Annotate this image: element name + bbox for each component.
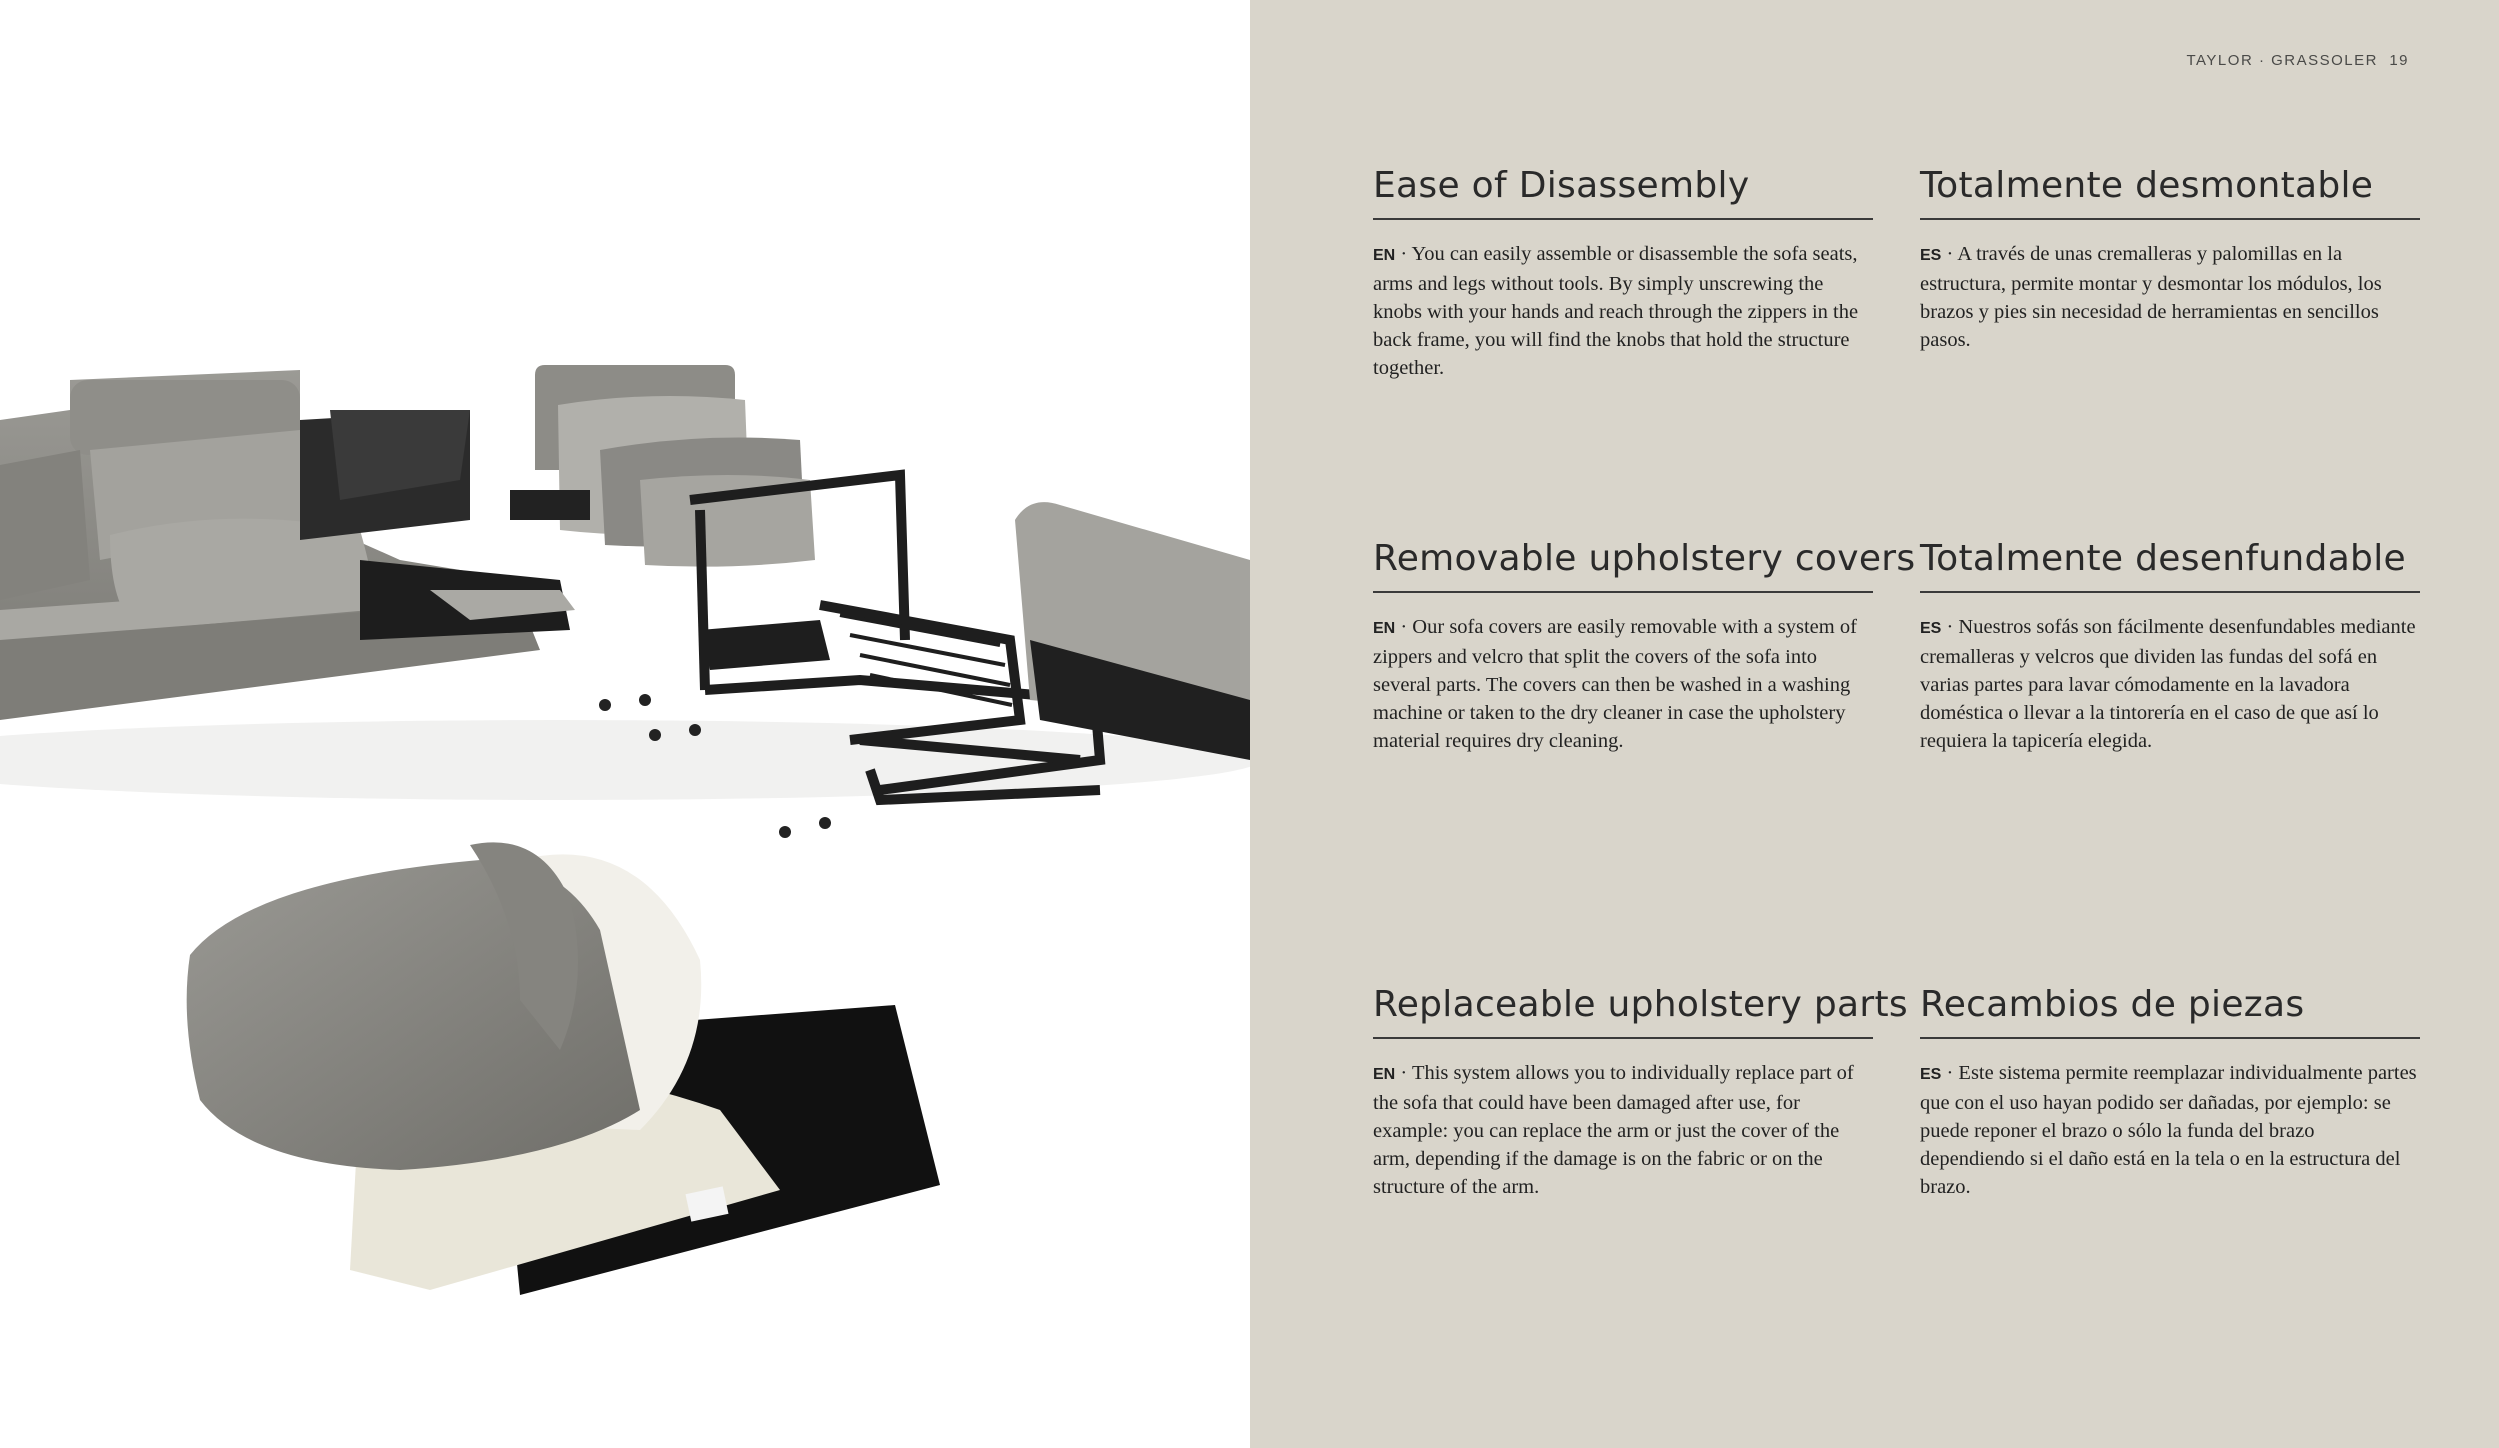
section-title: Totalmente desenfundable — [1920, 538, 2420, 593]
section-text: · Este sistema permite reemplazar individualmente partes que con el uso hayan podido ser dañadas, por ejemplo: se puede reponer el brazo o sólo la funda del brazo dependiendo si el daño está en la tela o en la estructura del brazo. — [1920, 1062, 2417, 1198]
section-title: Replaceable upholstery parts — [1373, 984, 1873, 1039]
section-title: Recambios de piezas — [1920, 984, 2420, 1039]
section-body — [1920, 613, 2420, 755]
section-body — [1920, 1059, 2420, 1201]
page-number: 19 — [2389, 52, 2409, 69]
section-body — [1373, 240, 1873, 382]
section-parts-es — [1920, 984, 2420, 1201]
lang-tag: ES — [1920, 1066, 1942, 1083]
lang-tag: EN — [1373, 247, 1396, 264]
section-title: Removable upholstery covers — [1373, 538, 1873, 593]
seat-cushion-exploded — [187, 842, 940, 1295]
text-panel — [1250, 0, 2499, 1448]
lang-tag: EN — [1373, 620, 1396, 637]
lang-tag: ES — [1920, 247, 1942, 264]
back-cushions — [510, 365, 815, 567]
section-covers-en — [1373, 538, 1916, 755]
section-text: · A través de unas cremalleras y palomillas en la estructura, permite montar y desmontar los módulos, los brazos y pies sin necesidad de herramientas en sencillos pasos. — [1920, 243, 2382, 351]
section-title: Ease of Disassembly — [1373, 165, 1873, 220]
lang-tag: ES — [1920, 620, 1942, 637]
section-title: Totalmente desmontable — [1920, 165, 2420, 220]
section-body — [1373, 1059, 1873, 1201]
section-text: · You can easily assemble or disassemble the sofa seats, arms and legs without tools. By simply unscrewing the knobs with your hands and reach through the zippers in the back frame, you will find the knobs that hold the structure together. — [1373, 243, 1859, 379]
section-text: · Our sofa covers are easily removable with a system of zippers and velcro that split the covers of the sofa into several parts. The covers can then be washed in a washing machine or taken to the dry cleaner in case the upholstery material requires dry cleaning. — [1373, 616, 1857, 752]
lang-tag: EN — [1373, 1066, 1396, 1083]
section-disassembly-en — [1373, 165, 1873, 382]
section-parts-en — [1373, 984, 1908, 1201]
section-covers-es — [1920, 538, 2420, 755]
section-disassembly-es — [1920, 165, 2420, 354]
section-body — [1920, 240, 2420, 354]
sofa-arm-module — [1015, 502, 1250, 760]
page-header — [2186, 52, 2409, 69]
section-body — [1373, 613, 1873, 755]
section-text: · This system allows you to individually replace part of the sofa that could have been damaged after use, for example: you can replace the arm or just the cover of the arm, depending if the damage is on the fabric or on the structure of the arm. — [1373, 1062, 1854, 1198]
brand-label: TAYLOR · GRASSOLER — [2186, 52, 2378, 69]
sofa-module — [0, 370, 575, 720]
section-text: · Nuestros sofás son fácilmente desenfundables mediante cremalleras y velcros que dividen las fundas del sofá en varias partes para lavar cómodamente en la lavadora doméstica o llevar a la tintorería en el caso de que así lo requiera la tapicería elegida. — [1920, 616, 2416, 752]
